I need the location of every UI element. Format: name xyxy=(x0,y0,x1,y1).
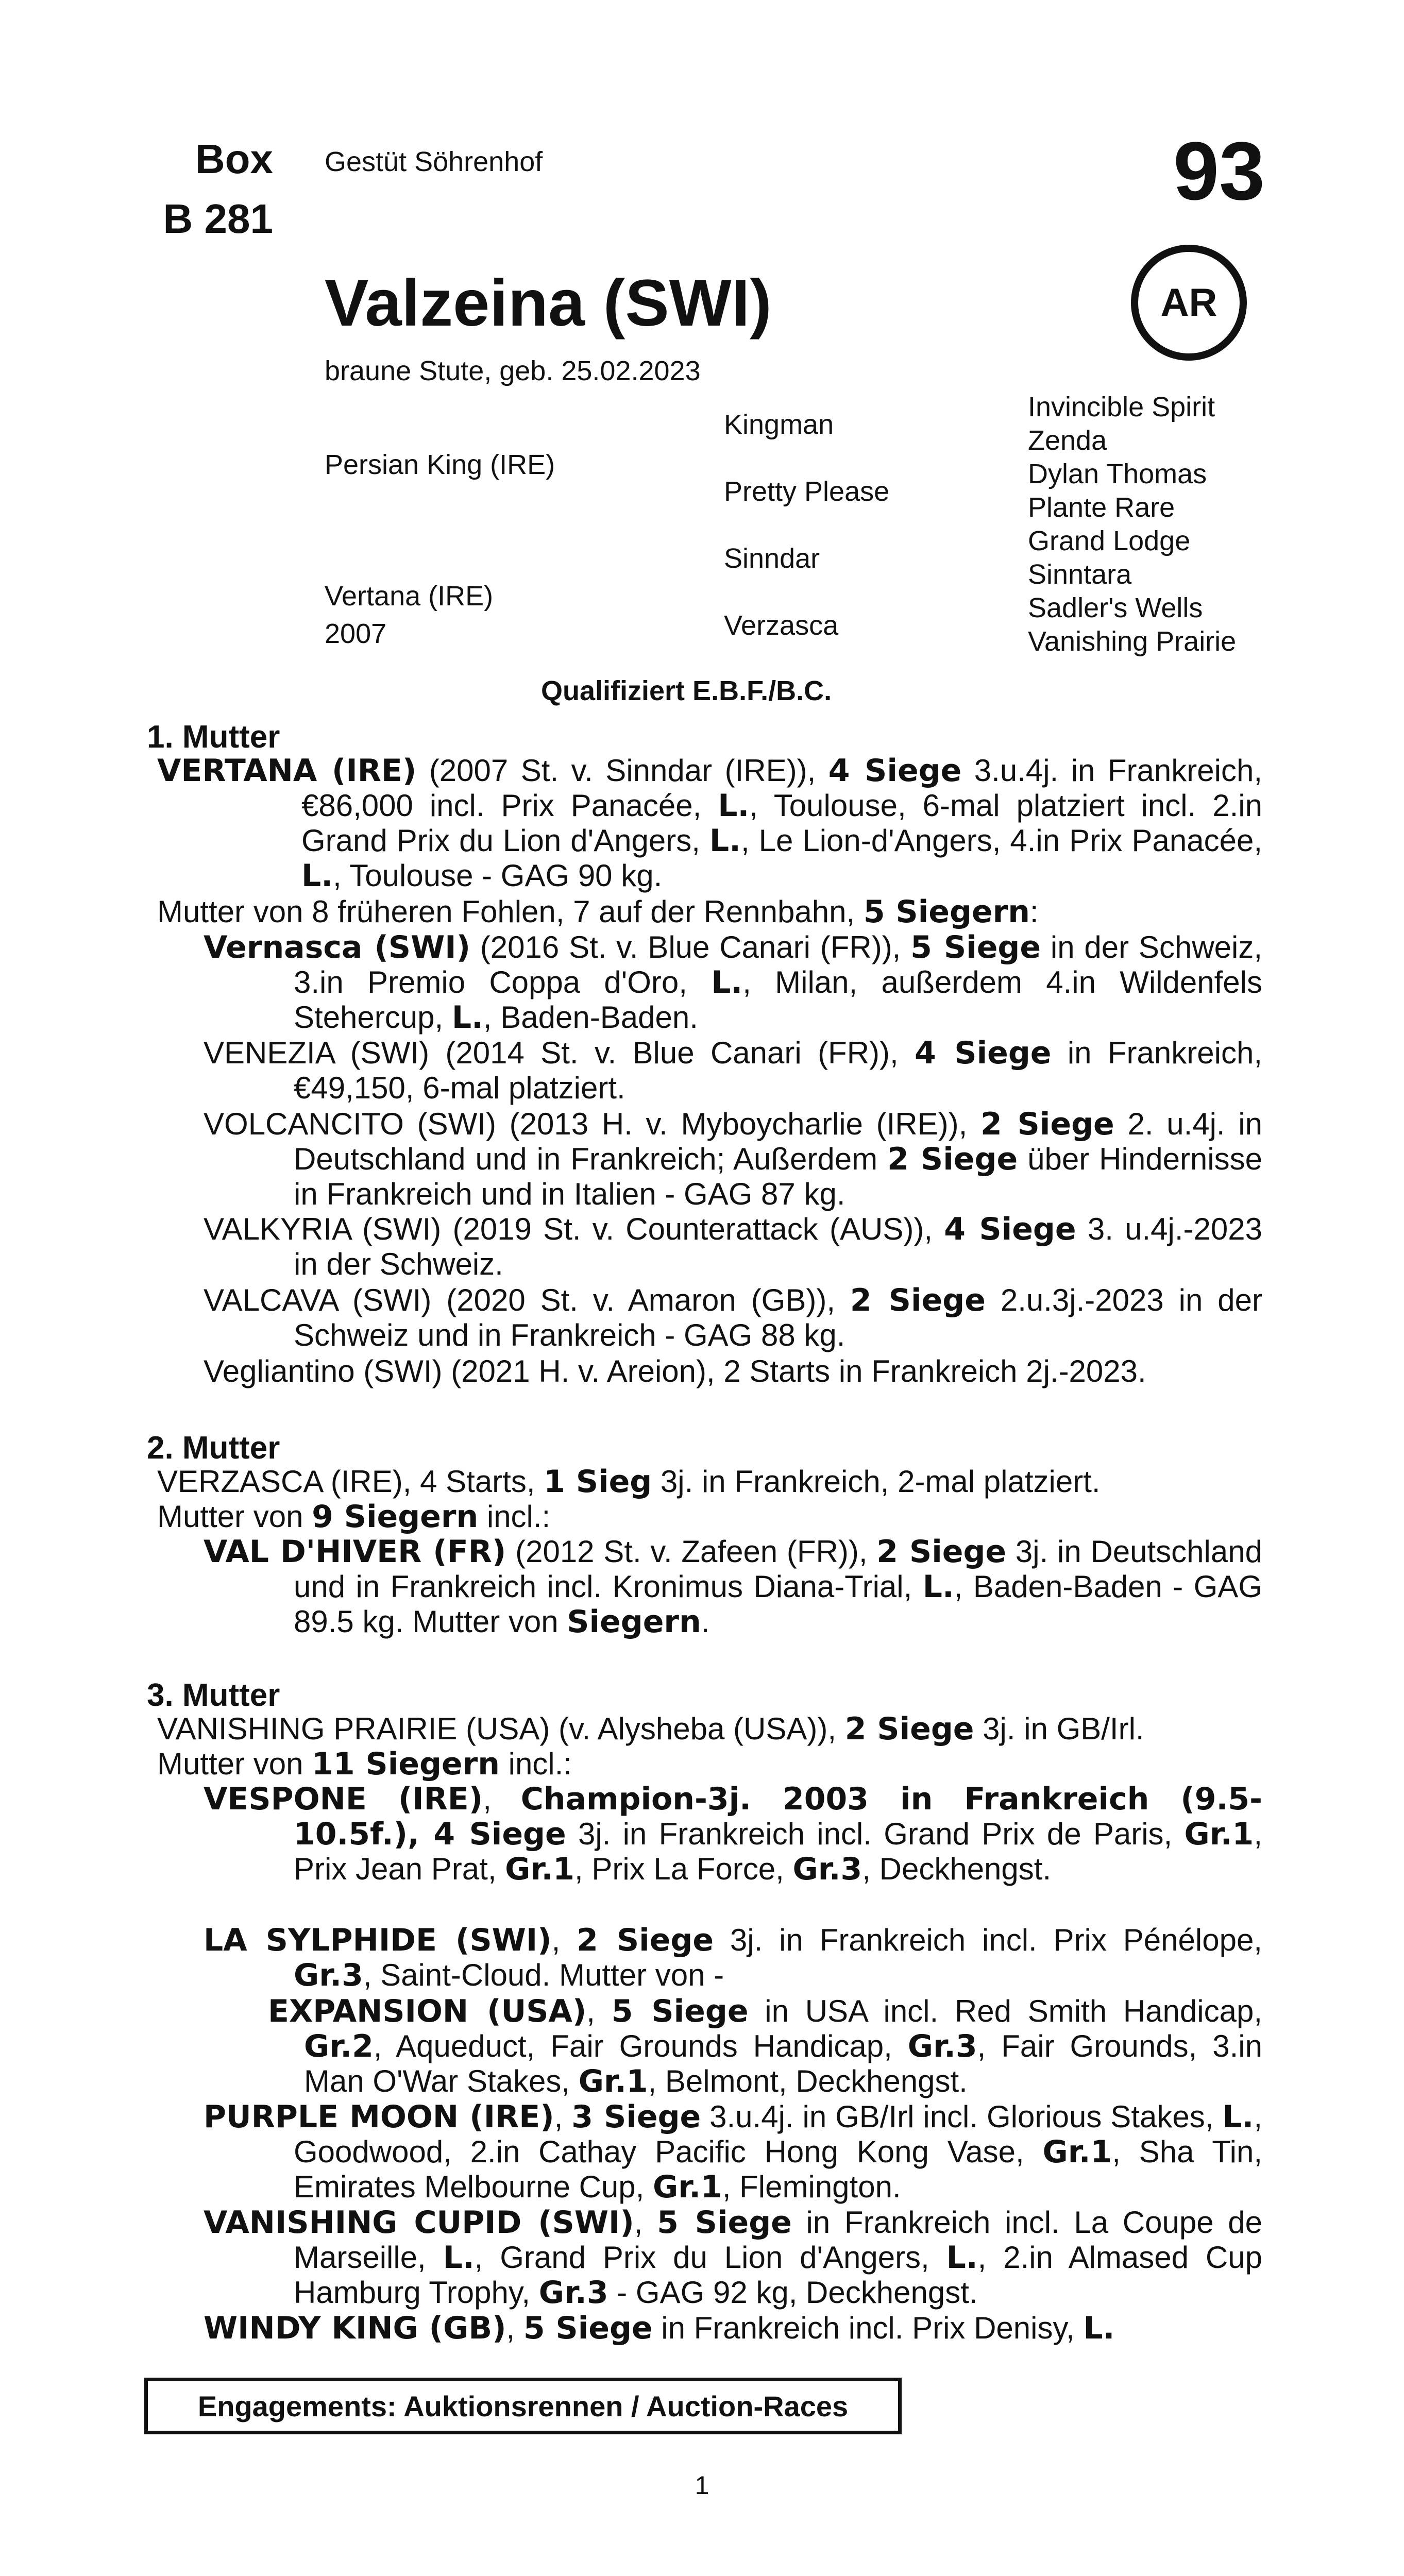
box-label: Box xyxy=(195,136,273,182)
pedigree-gen2-1: Kingman xyxy=(724,409,834,440)
foal-entry: VENEZIA (SWI) (2014 St. v. Blue Canari (FR)), 4 Siege in Frankreich, €49,150, 6-mal platziert. xyxy=(204,1035,1262,1105)
foal-entry: Vernasca (SWI) (2016 St. v. Blue Canari (FR)), 5 Siege in der Schweiz, 3.in Premio Coppa d'Oro, L., Milan, außerdem 4.in Wildenfels Stehercup, L., Baden-Baden. xyxy=(204,929,1263,1036)
consignor: Gestüt Söhrenhof xyxy=(325,146,543,177)
pedigree-dam: Vertana (IRE) xyxy=(325,581,494,612)
third-produce: Mutter von 11 Siegern incl.: xyxy=(157,1746,572,1782)
engagements-label: Engagements: Auktionsrennen / Auction-Races xyxy=(197,2389,849,2422)
foal-entry: VESPONE (IRE), Champion-3j. 2003 in Frankreich (9.5-10.5f.), 4 Siege 3j. in Frankreich incl. Grand Prix de Paris, Gr.1, Prix Jean Prat, Gr.1, Prix La Force, Gr.3, Deckhengst. xyxy=(204,1781,1263,1887)
foal-entry: PURPLE MOON (IRE), 3 Siege 3.u.4j. in GB/Irl incl. Glorious Stakes, L., Goodwood, 2.in Cathay Pacific Hong Kong Vase, Gr.1, Sha Tin, Emirates Melbourne Cup, Gr.1, Flemington. xyxy=(204,2099,1263,2205)
section-heading-2: 2. Mutter xyxy=(147,1430,280,1466)
pedigree-gen2-2: Pretty Please xyxy=(724,476,890,507)
foal-entry: VOLCANCITO (SWI) (2013 H. v. Myboycharlie (IRE)), 2 Siege 2. u.4j. in Deutschland und in Frankreich; Außerdem 2 Siege über Hindernisse in Frankreich und in Italien - GAG 87 kg. xyxy=(204,1106,1263,1211)
pedigree-gen2-4: Verzasca xyxy=(724,610,839,641)
horse-name: Valzeina (SWI) xyxy=(325,266,772,340)
second-produce: Mutter von 9 Siegern incl.: xyxy=(157,1499,551,1535)
pedigree-gen3-6: Sinntara xyxy=(1028,559,1132,590)
pedigree-sire: Persian King (IRE) xyxy=(325,449,555,480)
foal-entry: VALKYRIA (SWI) (2019 St. v. Counterattack (AUS)), 4 Siege 3. u.4j.-2023 in der Schweiz. xyxy=(204,1211,1262,1281)
lot-number: 93 xyxy=(1173,125,1265,217)
pedigree-gen3-7: Sadler's Wells xyxy=(1028,592,1203,623)
third-dam-entry: VANISHING PRAIRIE (USA) (v. Alysheba (USA)), 2 Siege 3j. in GB/Irl. xyxy=(157,1711,1144,1747)
foal-entry: Vegliantino (SWI) (2021 H. v. Areion), 2 Starts in Frankreich 2j.-2023. xyxy=(204,1354,1146,1388)
pedigree-gen3-5: Grand Lodge xyxy=(1028,526,1191,556)
horse-description: braune Stute, geb. 25.02.2023 xyxy=(325,355,701,386)
foal-entry: VANISHING CUPID (SWI), 5 Siege in Frankreich incl. La Coupe de Marseille, L., Grand Prix du Lion d'Angers, L., 2.in Almased Cup Hamburg Trophy, Gr.3 - GAG 92 kg, Deckhengst. xyxy=(204,2205,1263,2311)
section-heading-3: 3. Mutter xyxy=(147,1677,280,1713)
foal-entry: EXPANSION (USA), 5 Siege in USA incl. Red Smith Handicap, Gr.2, Aqueduct, Fair Grounds Handicap, Gr.3, Fair Grounds, 3.in Man O'War Stakes, Gr.1, Belmont, Deckhengst. xyxy=(268,1993,1262,2099)
qualification: Qualifiziert E.B.F./B.C. xyxy=(541,675,832,706)
section-heading-1: 1. Mutter xyxy=(147,719,280,755)
engagements-box xyxy=(144,2378,902,2434)
box-number: B 281 xyxy=(163,196,273,242)
foal-entry: LA SYLPHIDE (SWI), 2 Siege 3j. in Frankreich incl. Prix Pénélope, Gr.3, Saint-Cloud. Mutter von - xyxy=(204,1922,1262,1993)
ar-badge xyxy=(1131,245,1247,361)
foal-entry: VAL D'HIVER (FR) (2012 St. v. Zafeen (FR)), 2 Siege 3j. in Deutschland und in Frankreich incl. Kronimus Diana-Trial, L., Baden-Baden - GAG 89.5 kg. Mutter von Siegern. xyxy=(204,1534,1262,1640)
pedigree-gen3-8: Vanishing Prairie xyxy=(1028,626,1237,657)
pedigree-gen3-4: Plante Rare xyxy=(1028,492,1175,523)
page-number: 1 xyxy=(695,2471,709,2500)
pedigree-dam-year: 2007 xyxy=(325,618,387,649)
first-produce: Mutter von 8 früheren Fohlen, 7 auf der Rennbahn, 5 Siegern: xyxy=(157,894,1039,930)
pedigree-gen3-2: Zenda xyxy=(1028,425,1107,456)
pedigree-gen2-3: Sinndar xyxy=(724,543,820,574)
second-dam-entry: VERZASCA (IRE), 4 Starts, 1 Sieg 3j. in Frankreich, 2-mal platziert. xyxy=(157,1464,1101,1500)
first-dam-entry: VERTANA (IRE) (2007 St. v. Sinndar (IRE)), 4 Siege 3.u.4j. in Frankreich, €86,000 incl. Prix Panacée, L., Toulouse, 6-mal platziert incl. 2.in Grand Prix du Lion d'Angers, L., Le Lion-d'Angers, 4.in Prix Panacée, L., Toulouse - GAG 90 kg. xyxy=(157,753,1262,894)
foal-entry: VALCAVA (SWI) (2020 St. v. Amaron (GB)), 2 Siege 2.u.3j.-2023 in der Schweiz und in Frankreich - GAG 88 kg. xyxy=(204,1282,1262,1352)
ar-badge-label: AR xyxy=(1160,281,1217,325)
foal-entry: WINDY KING (GB), 5 Siege in Frankreich incl. Prix Denisy, L. xyxy=(204,2310,1115,2346)
pedigree-gen3-1: Invincible Spirit xyxy=(1028,392,1215,422)
pedigree-gen3-3: Dylan Thomas xyxy=(1028,459,1207,489)
